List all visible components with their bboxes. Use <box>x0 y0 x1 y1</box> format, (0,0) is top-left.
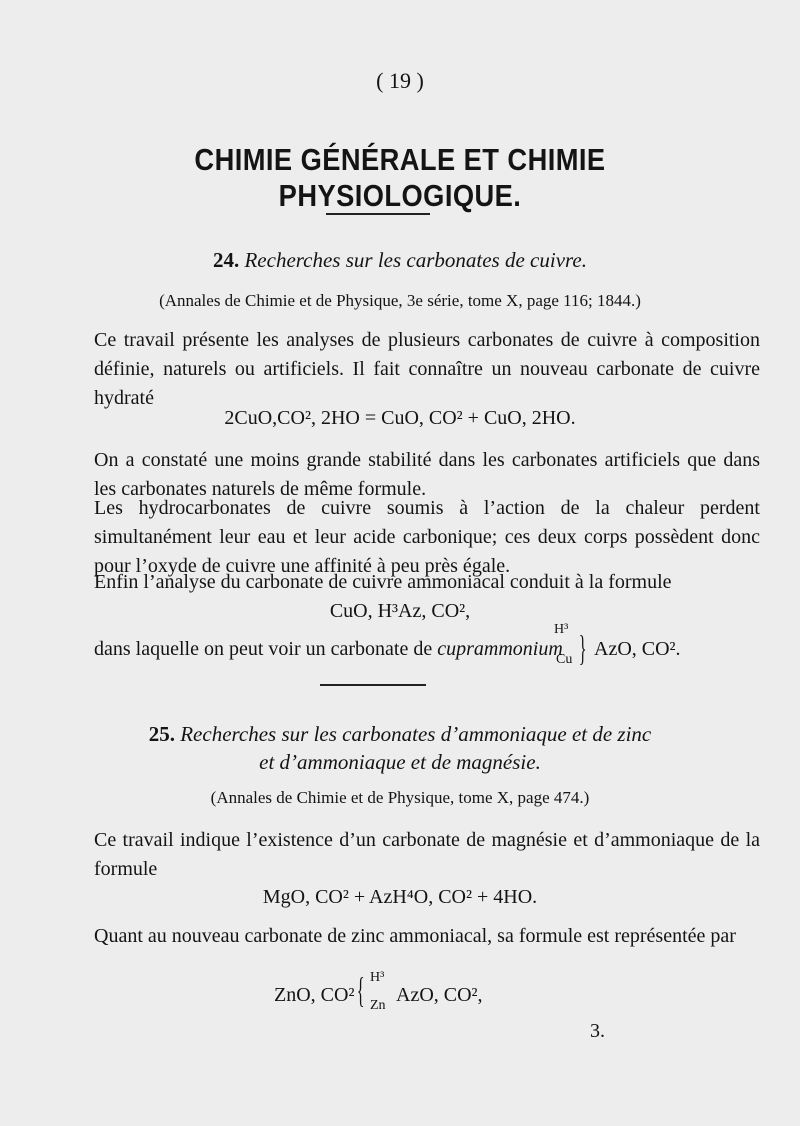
section-24-cu: Cu <box>556 652 573 667</box>
section-24-paragraph-2: On a constaté une moins grande stabilité dans les carbonates artificiels que dans les carbonates naturels de même formule. <box>94 449 760 500</box>
section-24-formula-1: 2CuO,CO², 2HO = CuO, CO² + CuO, 2HO. <box>224 407 576 429</box>
section-24-paragraph-4: Enfin l’analyse du carbonate de cuivre ammoniacal conduit à la formule <box>94 571 672 593</box>
section-24-citation: (Annales de Chimie et de Physique, 3e série, tome X, page 116; 1844.) <box>159 291 641 310</box>
section-25-formula-2-right: AzO, CO², <box>396 984 483 1006</box>
section-24-formula-3: AzO, CO². <box>594 638 681 660</box>
section-24-heading <box>0 248 800 273</box>
brace-icon: } <box>578 628 587 668</box>
section-25-paragraph-1: Ce travail indique l’existence d’un carbonate de magnésie et d’ammoniaque de la formule <box>94 829 760 880</box>
section-24-paragraph-5: dans laquelle on peut voir un carbonate de cuprammonium <box>94 638 563 660</box>
section-25-h3: H³ <box>370 970 385 985</box>
signature-mark: 3. <box>590 1020 605 1042</box>
page-number: ( 19 ) <box>376 68 424 93</box>
section-title-line-1: Recherches sur les carbonates d’ammoniaque et de zinc <box>180 722 652 746</box>
brace-icon: { <box>356 970 365 1010</box>
separator-rule <box>320 684 426 686</box>
section-number: 24. <box>212 248 240 272</box>
section-25-heading <box>0 722 800 747</box>
section-25-heading-line-2: et d’ammoniaque et de magnésie. <box>259 750 541 774</box>
separator-rule <box>326 213 430 215</box>
section-24-paragraph-1: Ce travail présente les analyses de plusieurs carbonates de cuivre à composition définie, naturels ou artificiels. Il fait connaître un nouveau carbonate de cuivre hydraté <box>94 329 760 409</box>
section-24-paragraph-3: Les hydrocarbonates de cuivre soumis à l’action de la chaleur perdent simultanément leur eau et leur acide carbonique; ces deux corps possèdent donc pour l’oxyde de cuivre une affinité à peu près égale. <box>94 497 760 577</box>
page-title: CHIMIE GÉNÉRALE ET CHIMIE PHYSIOLOGIQUE. <box>194 142 606 213</box>
section-25-formula-2-left: ZnO, CO² <box>274 984 355 1006</box>
section-number: 25. <box>148 722 175 746</box>
section-25-formula-1: MgO, CO² + AzH⁴O, CO² + 4HO. <box>262 886 538 908</box>
section-25-paragraph-2: Quant au nouveau carbonate de zinc ammoniacal, sa formule est représentée par <box>94 925 736 947</box>
section-title: Recherches sur les carbonates de cuivre. <box>244 248 587 272</box>
section-25-zn: Zn <box>370 998 386 1013</box>
section-25-citation: (Annales de Chimie et de Physique, tome X, page 474.) <box>210 788 590 807</box>
section-24-formula-2: CuO, H³Az, CO², <box>329 600 471 622</box>
section-24-h3: H³ <box>554 622 569 637</box>
